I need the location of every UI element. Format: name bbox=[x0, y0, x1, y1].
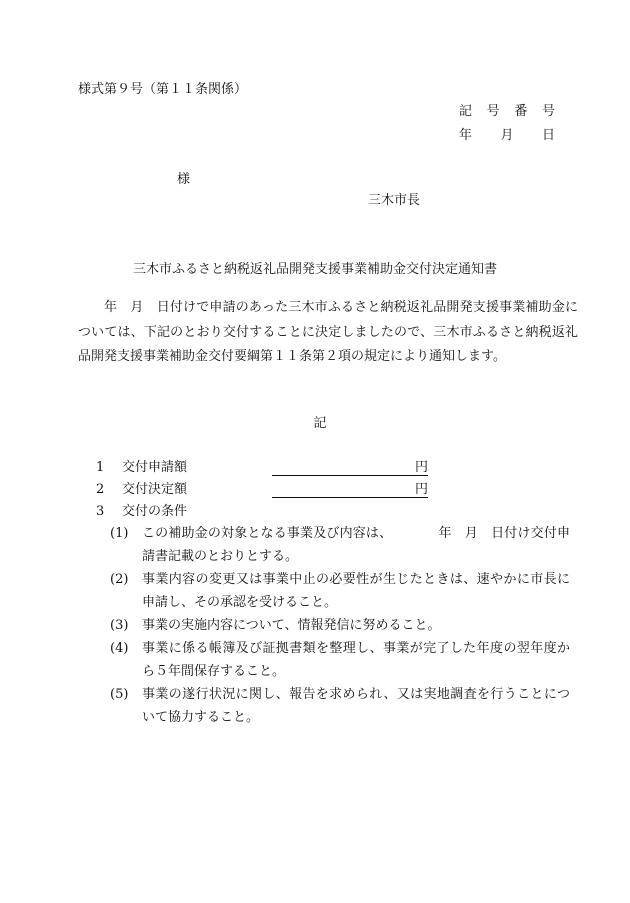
document-date-field bbox=[459, 128, 555, 144]
condition-item bbox=[110, 614, 570, 637]
item-label: 交付決定額 bbox=[122, 482, 188, 497]
date-year: 年 bbox=[459, 128, 473, 143]
amount-blank bbox=[272, 460, 428, 476]
item-number: 3 bbox=[96, 504, 105, 519]
condition-text: 事業の遂行状況に関し、報告を求められ、又は実地調査を行うことについて協力すること。 bbox=[142, 687, 570, 725]
item-application-amount bbox=[0, 460, 630, 476]
document-number-field bbox=[459, 104, 555, 120]
item-number: 1 bbox=[96, 460, 105, 475]
document-title: 三木市ふるさと納税返礼品開発支援事業補助金交付決定通知書 bbox=[132, 262, 497, 277]
form-number: 様式第９号（第１１条関係） bbox=[78, 82, 248, 97]
doc-number-char: 記 bbox=[459, 104, 473, 119]
item-label: 交付の条件 bbox=[122, 504, 188, 519]
doc-number-char: 号 bbox=[541, 104, 555, 119]
condition-item bbox=[110, 522, 570, 568]
condition-number: (2) bbox=[110, 572, 129, 587]
item-label: 交付申請額 bbox=[122, 460, 188, 475]
body-text: 年 月 日付けで申請のあった三木市ふるさと納税返礼品開発支援事業補助金については、下記のとおり交付することに決定しましたので、三木市ふるさと納税返礼品開発支援事業補助金交付要綱第１１条第２項の規定により通知します。 bbox=[78, 300, 578, 364]
condition-item bbox=[110, 683, 570, 729]
condition-text: この補助金の対象となる事業及び内容は、 年 月 日付け交付申請書記載のとおりとする。 bbox=[142, 526, 570, 564]
condition-number: (5) bbox=[110, 687, 129, 702]
condition-text: 事業内容の変更又は事業中止の必要性が生じたときは、速やかに市長に申請し、その承認を受けること。 bbox=[142, 572, 570, 610]
date-day: 日 bbox=[541, 128, 555, 143]
doc-number-char: 番 bbox=[514, 104, 528, 119]
condition-text: 事業の実施内容について、情報発信に努めること。 bbox=[142, 618, 441, 633]
condition-number: (3) bbox=[110, 618, 129, 633]
condition-item bbox=[110, 568, 570, 614]
item-conditions-heading bbox=[0, 504, 630, 520]
amount-blank bbox=[272, 482, 428, 498]
issuer-name: 三木市長 bbox=[368, 193, 421, 208]
doc-number-char: 号 bbox=[486, 104, 500, 119]
condition-text: 事業に係る帳簿及び証拠書類を整理し、事業が完了した年度の翌年度から５年間保存すること。 bbox=[142, 641, 570, 679]
date-month: 月 bbox=[500, 128, 514, 143]
item-decision-amount bbox=[0, 482, 630, 498]
condition-item bbox=[110, 637, 570, 683]
condition-number: (1) bbox=[110, 526, 129, 541]
amount-unit: 円 bbox=[414, 482, 428, 497]
recipient-suffix: 様 bbox=[177, 172, 191, 187]
amount-unit: 円 bbox=[414, 460, 428, 475]
item-number: 2 bbox=[96, 482, 105, 497]
ki-heading: 記 bbox=[313, 416, 327, 431]
condition-number: (4) bbox=[110, 641, 129, 656]
